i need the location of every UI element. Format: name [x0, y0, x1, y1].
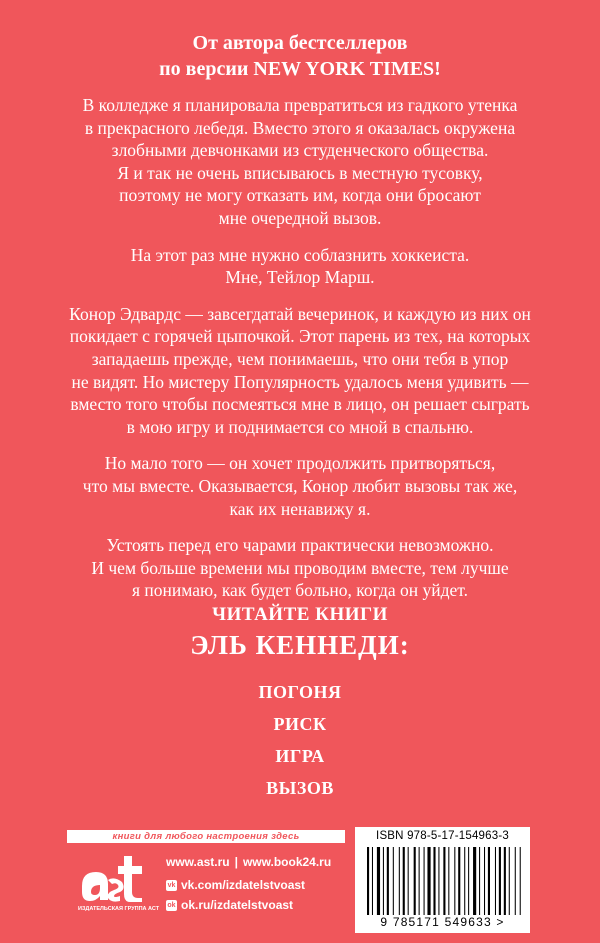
blurb-line: Устоять перед его чарами практически невозможно. — [106, 535, 494, 556]
barcode-bar — [433, 847, 435, 917]
blurb-line: покидает с горячей цыпочкой. Этот парень из тех, на которых — [69, 326, 531, 347]
barcode-bar — [464, 847, 465, 917]
ast-logo-icon — [78, 852, 150, 902]
headline-line-2: по версии NEW YORK TIMES! — [159, 58, 441, 80]
book-title: ВЫЗОВ — [266, 778, 334, 798]
blurb-line: что мы вместе. Оказывается, Конор любит вызовы так же, — [82, 475, 518, 496]
website-row — [166, 852, 346, 872]
blurb-line: Я и так не очень вписываюсь в местную тусовку, — [117, 162, 483, 183]
barcode-bar — [495, 847, 496, 917]
barcode-bar — [403, 847, 405, 917]
barcode-bar — [438, 847, 439, 917]
barcode-bar — [499, 847, 501, 917]
headline-line-1: От автора бестселлеров — [192, 32, 408, 54]
blurb-line: Но мало того — он хочет продолжить притворяться, — [104, 453, 496, 474]
barcode-bar — [515, 847, 516, 917]
book-title: ИГРА — [275, 746, 325, 766]
book-title: РИСК — [273, 714, 327, 734]
barcode-bar — [488, 847, 490, 917]
barcode-digits: 9 785171 549633 > — [355, 915, 530, 929]
blurb-line: Мне, Тейлор Марш. — [225, 267, 375, 288]
website-link-ast[interactable]: www.ast.ru — [166, 855, 230, 869]
barcode-bar — [454, 847, 455, 917]
barcode-bar — [387, 847, 389, 917]
website-link-book24[interactable]: www.book24.ru — [242, 855, 332, 869]
barcode-bar — [504, 847, 506, 917]
barcode-bar — [377, 847, 380, 917]
barcode-icon — [365, 847, 525, 917]
blurb-line: вместо того чтобы посмеяться мне в лицо, он решает сыграть — [70, 394, 530, 415]
blurb — [40, 94, 560, 616]
blurb-line: не видят. Но мистеру Популярность удалось меня удивить — — [71, 371, 529, 392]
book-title: ПОГОНЯ — [258, 682, 342, 702]
barcode-bar — [393, 847, 394, 917]
barcode-bar — [473, 847, 476, 917]
barcode-bar — [372, 847, 373, 917]
blurb-line: в прекрасного лебедя. Вместо этого я оказалась окружена — [84, 117, 516, 138]
blurb-paragraph — [40, 452, 560, 520]
barcode-bar — [479, 847, 480, 917]
blurb-line: в мою игру и поднимается со мной в спальню. — [126, 416, 474, 437]
barcode-bar — [424, 847, 425, 917]
social-link-row[interactable] — [166, 895, 346, 915]
blurb-line: поэтому не могу отказать им, когда они бросают — [119, 185, 481, 206]
barcode-bar — [399, 847, 400, 917]
blurb-paragraph — [40, 244, 560, 289]
blurb-paragraph — [40, 534, 560, 602]
blurb-line: В колледже я планировала превратиться из гадкого утенка — [82, 95, 518, 115]
isbn: ISBN 978-5-17-154963-3 — [376, 830, 509, 842]
series-title: ЧИТАЙТЕ КНИГИ — [212, 604, 388, 625]
barcode-bar — [408, 847, 409, 917]
publisher-logo — [78, 852, 160, 918]
social-link-text[interactable]: vk.com/izdatelstvoast — [181, 878, 306, 892]
barcode-bar — [427, 847, 430, 917]
author-name: ЭЛЬ КЕННЕДИ: — [190, 630, 410, 660]
blurb-line: мне очередной вызов. — [218, 207, 382, 228]
blurb-line: западаешь прежде, чем понимаешь, что они тебя в упор — [91, 348, 509, 369]
blurb-paragraph — [40, 94, 560, 230]
publisher-caption: ИЗДАТЕЛЬСКАЯ ГРУППА АСТ — [78, 906, 160, 912]
blurb-paragraph — [40, 303, 560, 439]
barcode-bar — [383, 847, 384, 917]
publisher-links — [166, 852, 346, 915]
barcode-bar — [443, 847, 445, 917]
link-separator: | — [234, 855, 238, 869]
barcode-bar — [367, 847, 369, 917]
tagline-bar: книги для любого настроения здесь — [67, 830, 345, 843]
blurb-line: На этот раз мне нужно соблазнить хоккеиста. — [130, 244, 470, 265]
social-link-row[interactable] — [166, 875, 346, 895]
ok-icon: ok — [167, 901, 176, 909]
barcode-bar — [468, 847, 469, 917]
barcode-bar — [509, 847, 510, 917]
barcode-bar — [520, 847, 521, 917]
barcode-bar — [419, 847, 420, 917]
blurb-line: как их ненавижу я. — [229, 498, 371, 519]
barcode-area — [355, 827, 530, 933]
barcode-bar — [458, 847, 460, 917]
blurb-line: я понимаю, как будет больно, когда он уйдет. — [132, 580, 468, 601]
blurb-line: злобными девчонками из студенческого общества. — [111, 140, 489, 161]
social-link-text[interactable]: ok.ru/izdatelstvoast — [181, 898, 294, 912]
vk-icon: vk — [167, 881, 176, 889]
barcode-bar — [448, 847, 449, 917]
blurb-line: И чем больше времени мы проводим вместе, тем лучше — [91, 557, 509, 578]
blurb-line: Конор Эдвардс — завсегдатай вечеринок, и каждую из них он — [69, 303, 531, 324]
barcode-bar — [414, 847, 416, 917]
barcode-bar — [484, 847, 485, 917]
headline — [0, 30, 600, 82]
book-list — [0, 676, 600, 804]
